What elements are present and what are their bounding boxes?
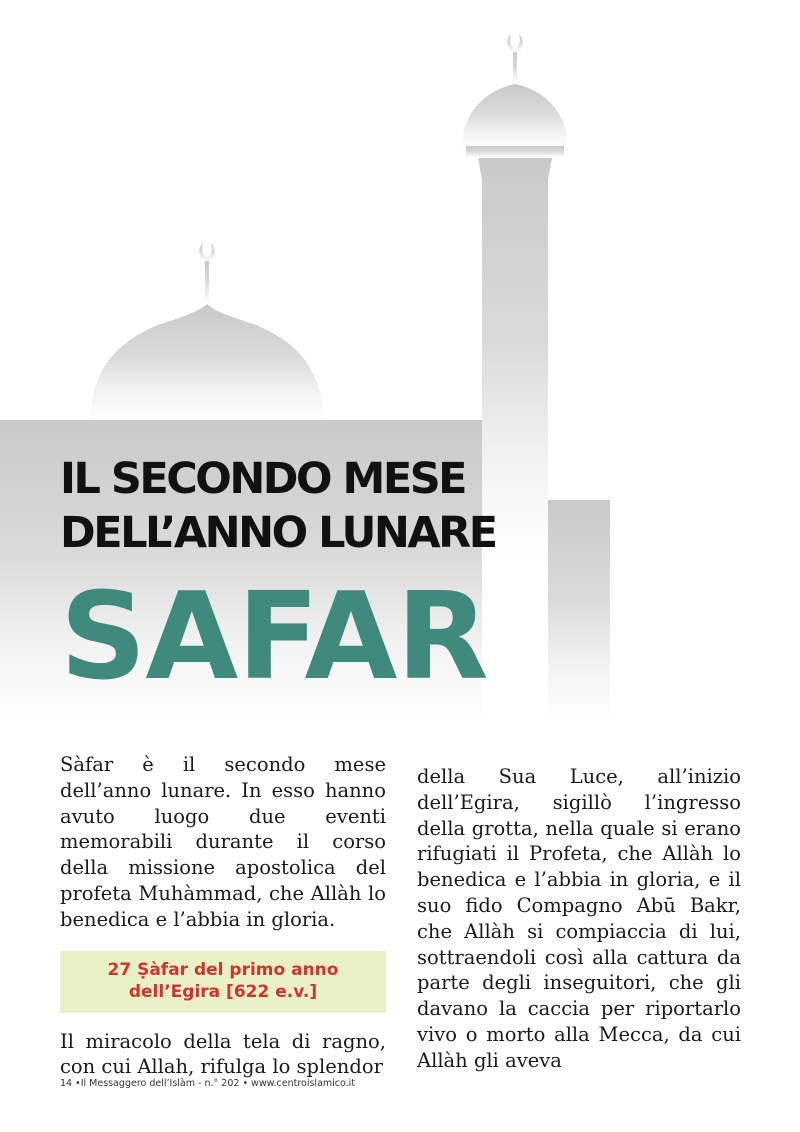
headline xyxy=(60,452,496,560)
right-column xyxy=(417,764,741,1074)
headline-line-2: DELL’ANNO LUNARE xyxy=(60,508,496,558)
highlight-line-1: 27 Ṣàfar del primo anno xyxy=(107,959,339,980)
intro-paragraph: Sàfar è il secondo mese dell’anno lunare. In esso hanno avuto luogo due eventi memorabili durante il corso della missione apostolica del profeta Muhàmmad, che Allàh lo benedica e l’abbia in gloria. xyxy=(60,753,386,931)
left-column xyxy=(60,752,386,1080)
continued-paragraph: della Sua Luce, all’inizio dell’Egira, sigillò l’ingresso della grotta, nella quale si erano rifugiati il Profeta, che Allàh lo benedica e l’abbia in gloria, e il suo fido Compagno Abū Bakr, che Allàh si compiaccia di lui, sottraendoli così alla cattura da parte degli inseguitori, che gli davano la caccia per riportarlo vivo o morto alla Mecca, da cui Allàh gli aveva xyxy=(417,765,741,1072)
page-footer: 14 •Il Messaggero dell’Islàm - n.° 202 • www.centroislamico.it xyxy=(60,1078,356,1089)
highlight-line-2: dell’Egira [622 e.v.] xyxy=(128,981,318,1002)
date-highlight-box xyxy=(60,951,386,1013)
page-title: SAFAR xyxy=(60,568,488,707)
headline-line-1: IL SECONDO MESE xyxy=(60,454,466,504)
body-paragraph: Il miracolo della tela di ragno, con cui Allah, rifulga lo splendor xyxy=(60,1029,386,1079)
